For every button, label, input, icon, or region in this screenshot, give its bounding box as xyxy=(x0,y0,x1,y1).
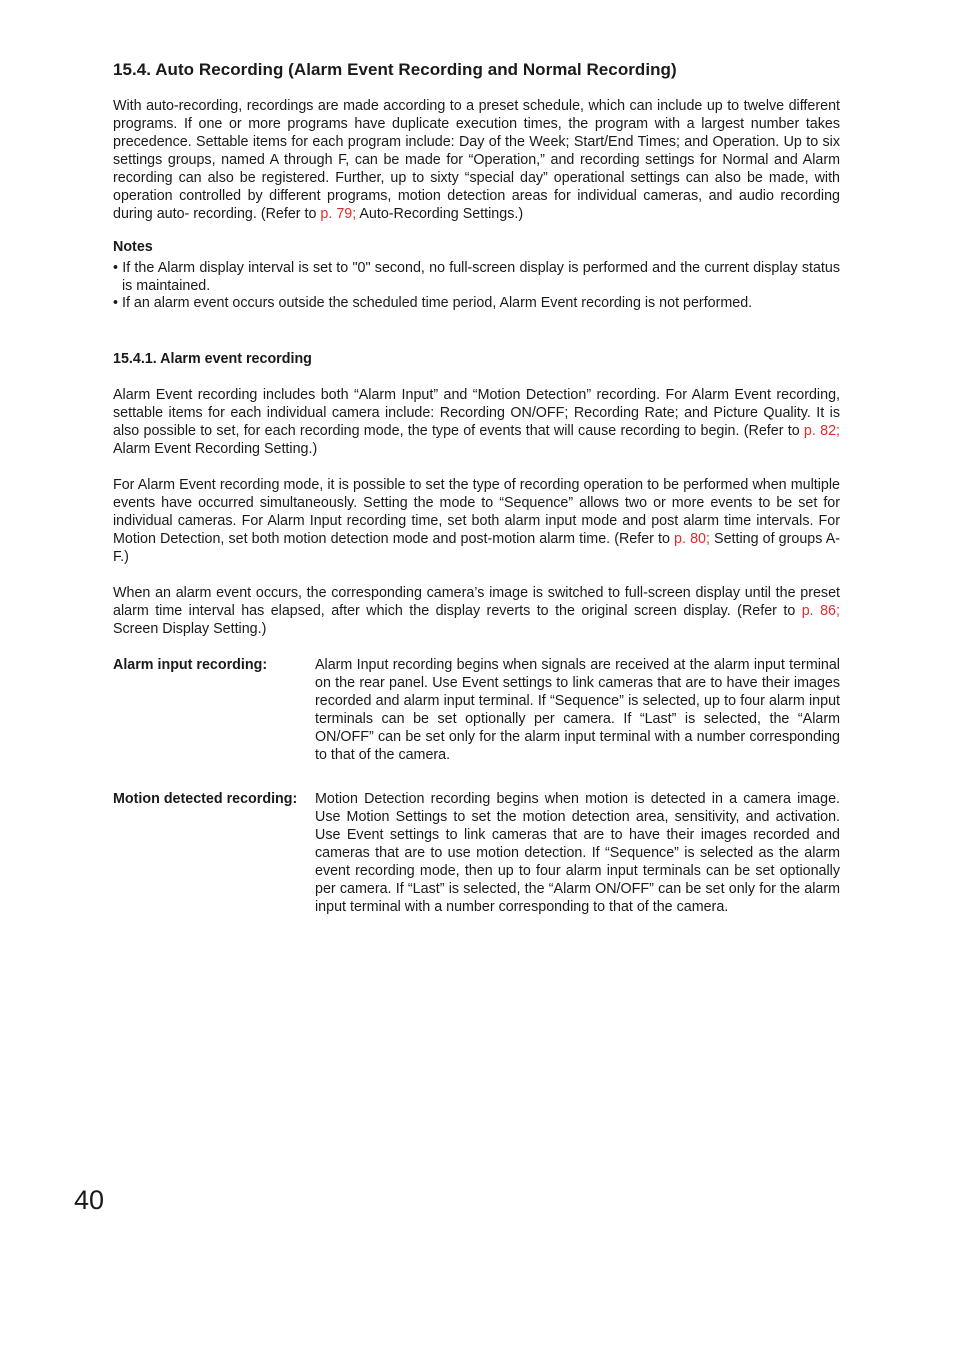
paragraph-text: Alarm Event recording includes both “Alarm Input” and “Motion Detection” recording. For Alarm Event recording, settable items for each individual camera include: Recording ON/OFF; Recording Rate; and Picture Quality. It is also possible to set, for each recording mode, the type of events that will cause recording to begin. (Refer to xyxy=(113,386,840,439)
paragraph-tail: Alarm Event Recording Setting.) xyxy=(113,440,318,457)
note-item: • If the Alarm display interval is set to "0" second, no full-screen display is performed and the current display status is maintained. xyxy=(113,260,840,294)
definition-body: Motion Detection recording begins when motion is detected in a camera image. Use Motion Settings to set the motion detection area, sensitivity, and activation. Use Event settings to link cameras that are to have their images recorded and cameras that are to use motion detection. If “Sequence” is selected as the alarm event recording mode, then up to four alarm input terminals can be set optionally per camera. If “Last” is selected, the “Alarm ON/OFF” can be set only for the alarm input terminal with a number corresponding to that of the camera. xyxy=(315,790,840,915)
definition-term: Motion detected recording: xyxy=(113,790,298,807)
section-heading: 15.4. Auto Recording (Alarm Event Recording and Normal Recording) xyxy=(113,60,677,79)
intro-paragraph xyxy=(113,97,840,223)
intro-text: With auto-recording, recordings are made according to a preset schedule, which can include up to twelve different programs. If one or more programs have duplicate execution times, the program with a largest number takes precedence. Settable items for each program include: Day of the Week; Start/End Times; and Operation. Up to six settings groups, named A through F, can be made for “Operation,” and recording settings for Normal and Alarm recording can also be registered. Further, up to sixty “special day” operational settings can also be made, with operation controlled by different programs, motion detection areas for individual cameras, and audio recording during auto- recording. (Refer to xyxy=(113,98,840,222)
page-reference-86[interactable]: p. 86; xyxy=(801,602,840,619)
page-reference-80[interactable]: p. 80; xyxy=(674,530,710,547)
page-number: 40 xyxy=(74,1185,105,1215)
paragraph-tail: Setting of groups A-F.) xyxy=(113,530,840,565)
definition-term: Alarm input recording: xyxy=(113,656,268,673)
page-content xyxy=(113,58,840,916)
intro-tail: Auto-Recording Settings.) xyxy=(356,206,524,222)
alarm-event-paragraph-1 xyxy=(113,386,840,458)
paragraph-text: When an alarm event occurs, the corresponding camera’s image is switched to full-screen display until the preset alarm time interval has elapsed, after which the display reverts to the original screen display. (Refer to xyxy=(113,584,840,619)
paragraph-tail: Screen Display Setting.) xyxy=(113,620,267,637)
paragraph-text: For Alarm Event recording mode, it is possible to set the type of recording operation to be performed when multiple events have occurred simultaneously. Setting the mode to “Sequence” allows two or more events to be set for individual cameras. For Alarm Input recording time, set both alarm input mode and post alarm time intervals. For Motion Detection, set both motion detection mode and post-motion alarm time. (Refer to xyxy=(113,476,840,547)
page-reference-82[interactable]: p. 82; xyxy=(803,422,840,439)
definition-motion-detected-recording xyxy=(113,790,840,916)
subsection-heading: 15.4.1. Alarm event recording xyxy=(113,350,312,367)
alarm-event-paragraph-3 xyxy=(113,584,840,638)
definition-alarm-input-recording xyxy=(113,656,840,764)
intro-page-reference[interactable]: p. 79; xyxy=(320,206,357,222)
notes-title: Notes xyxy=(113,239,153,255)
alarm-event-paragraph-2 xyxy=(113,476,840,566)
definition-body: Alarm Input recording begins when signals are received at the alarm input terminal on the rear panel. Use Event settings to link cameras that are to have their images recorded and alarm input terminal. If “Sequence” is selected, up to four alarm input terminals can be set optionally per camera. If “Last” is selected, the “Alarm ON/OFF” can be set only for the alarm input terminal with a number corresponding to that of the camera. xyxy=(315,656,840,763)
note-item: • If an alarm event occurs outside the scheduled time period, Alarm Event recording is not performed. xyxy=(113,295,753,311)
